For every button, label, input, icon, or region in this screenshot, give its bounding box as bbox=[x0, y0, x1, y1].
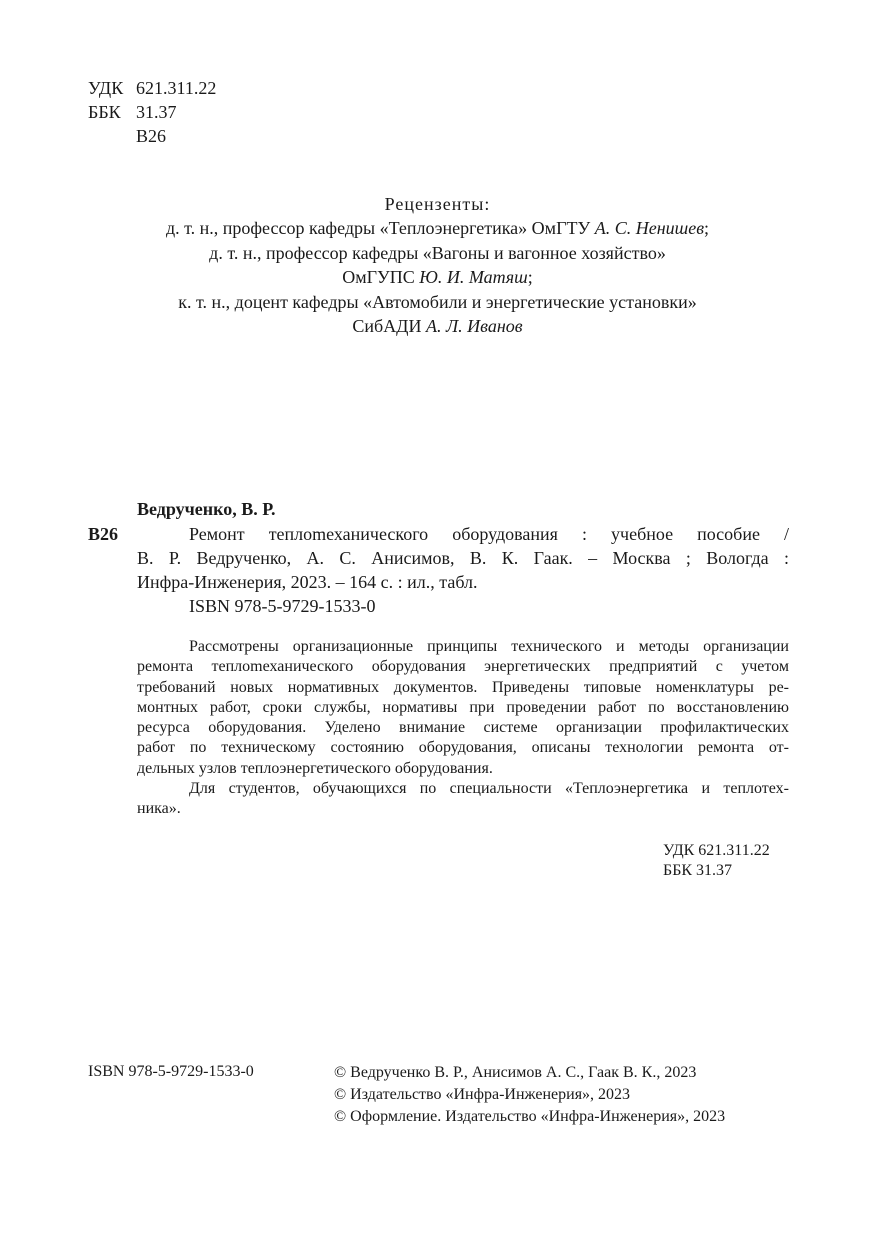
reviewer-3-name: А. Л. Иванов bbox=[425, 316, 523, 337]
bib-author-heading: Ведрученко, В. Р. bbox=[137, 499, 276, 519]
abstract-line-5: ресурса оборудования. Уделено внимание системе организации профилактических bbox=[137, 719, 789, 737]
abstract-line-8: Для студентов, обучающихся по специальности «Теплоэнергетика и теплотех- bbox=[189, 780, 789, 798]
reviewer-2-end: ; bbox=[527, 267, 533, 288]
footer-copyrights bbox=[334, 1062, 725, 1128]
footer-isbn: ISBN 978-5-9729-1533-0 bbox=[88, 1063, 254, 1080]
bib-line-1: Ремонт теплomеханического оборудования : учебное пособие / bbox=[189, 524, 789, 544]
abstract bbox=[137, 637, 789, 820]
bbk-row bbox=[88, 100, 216, 124]
bib-record bbox=[137, 522, 789, 618]
bib-line-2: В. Р. Ведрученко, А. С. Анисимов, В. К. Гаак. – Москва ; Вологда : bbox=[137, 548, 789, 568]
reviewer-2-org: ОмГУПС bbox=[342, 267, 420, 288]
udk-row bbox=[88, 76, 216, 100]
udk-value: 621.311.22 bbox=[136, 78, 217, 98]
classification-block bbox=[88, 76, 216, 148]
author-mark: В26 bbox=[136, 126, 167, 146]
reviewers-heading: Рецензенты: bbox=[384, 194, 491, 214]
abstract-line-6: работ по техническому состоянию оборудования, описаны технологии ремонта от- bbox=[137, 739, 789, 757]
abstract-line-9: ника». bbox=[137, 800, 181, 818]
copyright-3: © Оформление. Издательство «Инфра-Инженерия», 2023 bbox=[334, 1108, 726, 1125]
bib-line-3: Инфра-Инженерия, 2023. – 164 с. : ил., табл. bbox=[137, 572, 478, 592]
bib-isbn: ISBN 978-5-9729-1533-0 bbox=[189, 596, 376, 616]
abstract-line-3: требований новых нормативных документов. Приведены типовые номенклатуры ре- bbox=[137, 678, 789, 696]
codes-udk: УДК 621.311.22 bbox=[663, 842, 770, 859]
copyright-2: © Издательство «Инфра-Инженерия», 2023 bbox=[334, 1086, 631, 1103]
reviewer-1 bbox=[0, 216, 875, 240]
codes-bbk: ББК 31.37 bbox=[663, 862, 733, 879]
abstract-line-4: монтных работ, сроки службы, нормативы при проведении работ по восстановлению bbox=[137, 698, 789, 716]
reviewers-block bbox=[0, 192, 875, 338]
abstract-line-2: ремонта теплomеханического оборудования энергетических предприятий с учетом bbox=[137, 658, 789, 676]
reviewer-2-line-2 bbox=[0, 265, 875, 289]
abstract-line-1: Рассмотрены организационные принципы технического и методы организации bbox=[189, 638, 789, 655]
bib-author-mark: В26 bbox=[88, 524, 119, 544]
reviewer-1-position: д. т. н., профессор кафедры «Теплоэнергетика» ОмГТУ bbox=[165, 218, 595, 239]
reviewer-3-org: СибАДИ bbox=[352, 316, 426, 337]
codes-block bbox=[663, 841, 770, 881]
reviewer-1-name: А. С. Ненишев bbox=[594, 218, 705, 239]
reviewer-2-name: Ю. И. Матяш bbox=[419, 267, 528, 288]
reviewer-2-line-1: д. т. н., профессор кафедры «Вагоны и вагонное хозяйство» bbox=[209, 242, 666, 263]
reviewer-1-end: ; bbox=[704, 218, 710, 239]
author-mark-row bbox=[88, 124, 216, 148]
reviewer-3-line-2 bbox=[0, 314, 875, 338]
reviewer-3-line-1: к. т. н., доцент кафедры «Автомобили и энергетические установки» bbox=[178, 291, 697, 312]
bbk-value: 31.37 bbox=[136, 102, 177, 122]
abstract-line-7: дельных узлов теплоэнергетического оборудования. bbox=[137, 759, 493, 777]
copyright-1: © Ведрученко В. Р., Анисимов А. С., Гаак В. К., 2023 bbox=[334, 1064, 697, 1081]
udk-label: УДК bbox=[88, 78, 124, 98]
bbk-label: ББК bbox=[88, 102, 121, 122]
